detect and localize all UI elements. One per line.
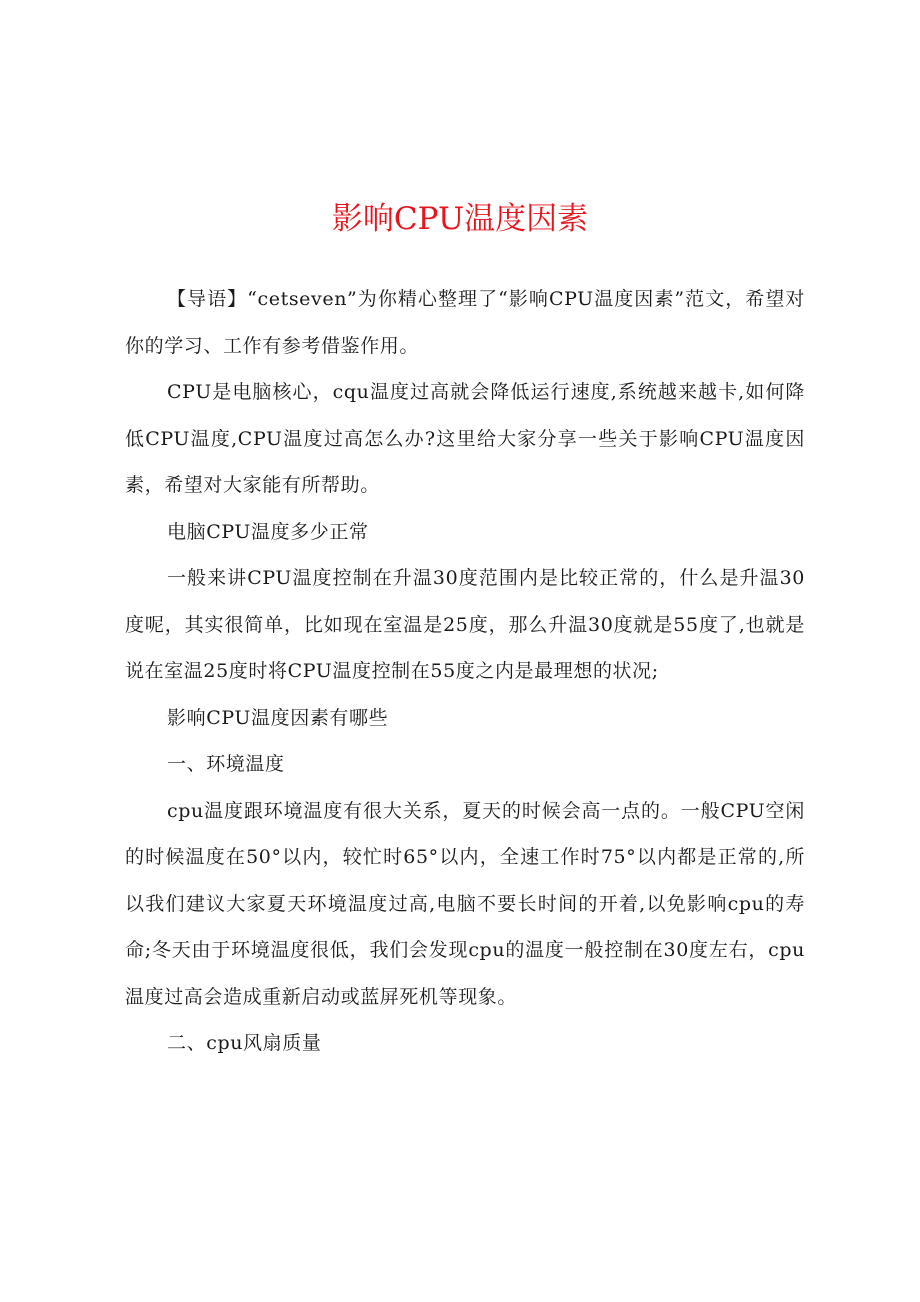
normal-temperature-paragraph: 一般来讲CPU温度控制在升温30度范围内是比较正常的，什么是升温30度呢，其实很简单，比如现在室温是25度，那么升温30度就是55度了,也就是说在室温25度时将CPU温度控制在55度之内是最理想的状况; <box>125 567 805 682</box>
document-body <box>125 276 805 1067</box>
document-title: 影响CPU温度因素 <box>331 201 589 237</box>
subheading-cpu-fan-quality: 二、cpu风扇质量 <box>167 1032 322 1054</box>
environment-temperature-paragraph: cpu温度跟环境温度有很大关系，夏天的时候会高一点的。一般CPU空闲的时候温度在50°以内，较忙时65°以内，全速工作时75°以内都是正常的,所以我们建议大家夏天环境温度过高,电脑不要长时间的开着,以免影响cpu的寿命;冬天由于环境温度很低，我们会发现cpu的温度一般控制在30度左右，cpu温度过高会造成重新启动或蓝屏死机等现象。 <box>125 799 805 1008</box>
section-heading-factors: 影响CPU温度因素有哪些 <box>167 706 389 729</box>
section-heading-normal-temperature: 电脑CPU温度多少正常 <box>167 520 369 543</box>
intro-paragraph: 【导语】“cetseven”为你精心整理了“影响CPU温度因素”范文，希望对你的学习、工作有参考借鉴作用。 <box>125 288 805 357</box>
cpu-overview-paragraph: CPU是电脑核心，cqu温度过高就会降低运行速度,系统越来越卡,如何降低CPU温度,CPU温度过高怎么办?这里给大家分享一些关于影响CPU温度因素，希望对大家能有所帮助。 <box>125 381 805 496</box>
subheading-environment-temperature: 一、环境温度 <box>167 753 285 775</box>
